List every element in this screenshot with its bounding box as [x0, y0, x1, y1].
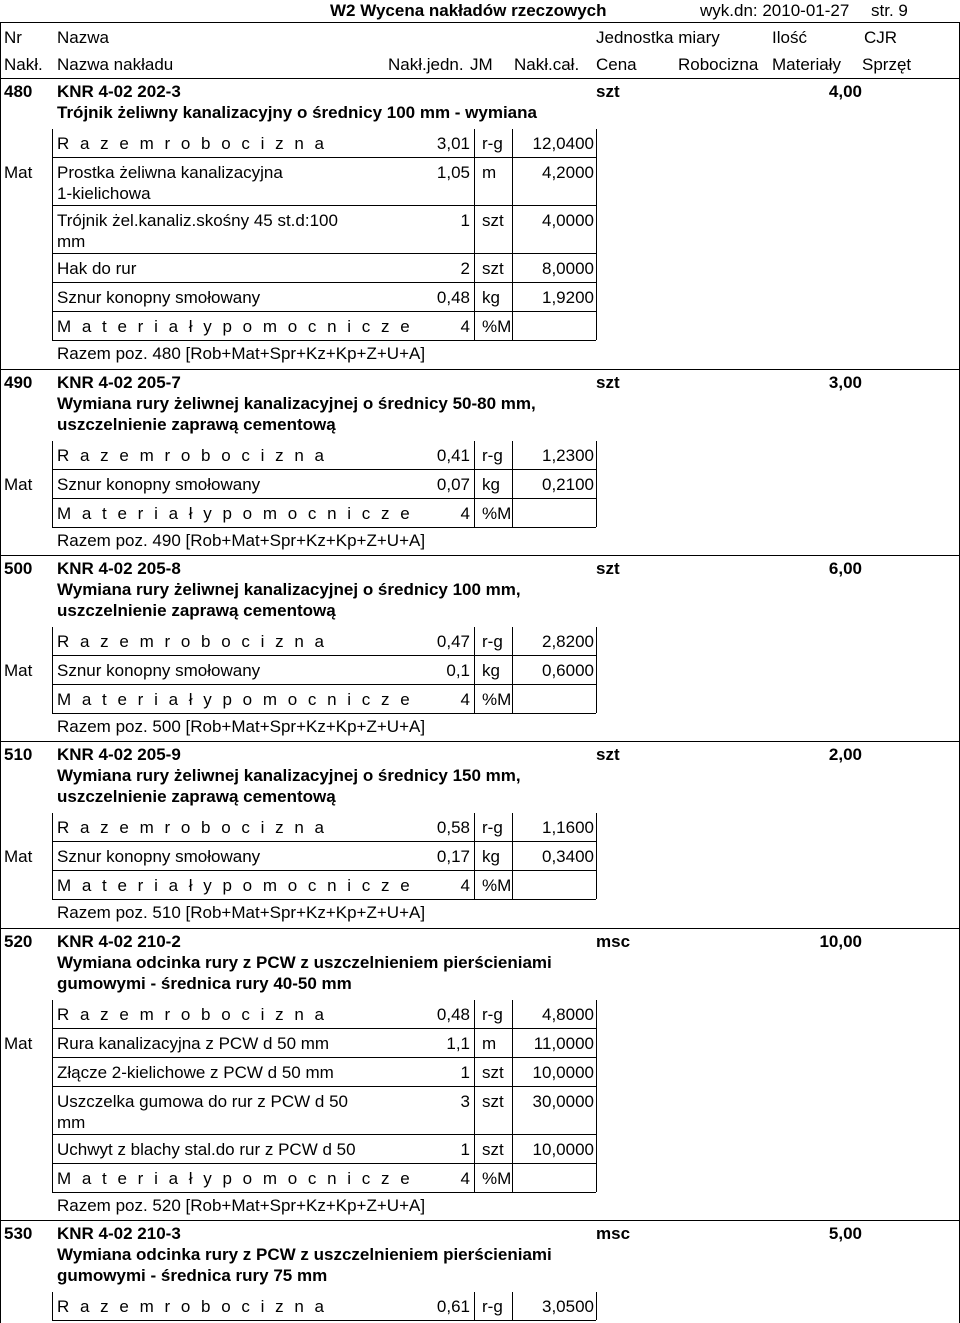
resource-column-rule: [512, 129, 513, 340]
material-row-row-rule: [52, 253, 596, 254]
col-header-unit: Jednostka miary: [596, 28, 720, 47]
material-row-row-rule: [52, 1086, 596, 1087]
material-row-label: Sznur konopny smołowany: [57, 475, 261, 494]
position-code: KNR 4-02 205-7: [57, 373, 181, 392]
position-description-line: gumowymi - średnica rury 75 mm: [57, 1266, 328, 1285]
position-quantity: 2,00: [828, 745, 862, 764]
position-total: Razem poz. 520 [Rob+Mat+Spr+Kz+Kp+Z+U+A]: [57, 1196, 426, 1215]
material-row-label-continued: mm: [57, 1113, 86, 1132]
labor-row-label: R a z e m r o b o c i z n a: [57, 1005, 327, 1024]
material-row-jm: szt: [482, 1092, 504, 1111]
aux-materials-row-jm: %M: [482, 690, 512, 709]
position-unit: szt: [596, 82, 620, 101]
labor-row-row-rule: [52, 469, 596, 470]
position-separator: [0, 1220, 960, 1221]
col-header-jm: JM: [470, 55, 493, 74]
material-row-unit-rate: 0,1: [446, 661, 470, 680]
position-number: 500: [4, 559, 33, 578]
position-unit: szt: [596, 559, 620, 578]
labor-row-total-rate: 4,8000: [542, 1005, 594, 1024]
labor-row-label: R a z e m r o b o c i z n a: [57, 818, 327, 837]
material-row-total-rate: 30,0000: [532, 1092, 594, 1111]
resource-column-rule: [52, 441, 53, 527]
position-description-line: uszczelnienie zaprawą cementową: [57, 787, 336, 806]
labor-row-unit-rate: 0,48: [436, 1005, 470, 1024]
mat-label: Mat: [4, 661, 33, 680]
resource-column-rule: [52, 627, 53, 713]
resource-column-rule: [52, 1292, 53, 1320]
aux-materials-row-row-rule: [52, 340, 596, 341]
material-row-total-rate: 0,6000: [542, 661, 594, 680]
material-row-jm: kg: [482, 475, 500, 494]
material-row-total-rate: 10,0000: [532, 1063, 594, 1082]
position-description-line: Wymiana odcinka rury z PCW z uszczelnieniem pierścieniami: [57, 953, 552, 972]
col-header-unit-rate: Nakł.jedn.: [388, 55, 464, 74]
material-row-jm: m: [482, 1034, 497, 1053]
col-header-cjr: CJR: [864, 28, 898, 47]
position-number: 480: [4, 82, 33, 101]
material-row-unit-rate: 1: [460, 1140, 470, 1159]
material-row-jm: szt: [482, 259, 504, 278]
position-code: KNR 4-02 205-8: [57, 559, 181, 578]
labor-row-row-rule: [52, 655, 596, 656]
col-header-resource: Nazwa nakładu: [57, 55, 174, 74]
labor-row-total-rate: 3,0500: [542, 1297, 594, 1316]
aux-materials-row-label: M a t e r i a ł y p o m o c n i c z e: [57, 317, 413, 336]
resource-column-rule: [596, 1000, 597, 1192]
material-row-unit-rate: 0,07: [436, 475, 470, 494]
material-row-label: Złącze 2-kielichowe z PCW d 50 mm: [57, 1063, 334, 1082]
position-description-line: Trójnik żeliwny kanalizacyjny o średnicy 100 mm - wymiana: [57, 103, 537, 122]
resource-column-rule: [52, 813, 53, 899]
resource-column-rule: [474, 1292, 475, 1320]
resource-column-rule: [474, 1000, 475, 1192]
labor-row-unit-rate: 0,41: [436, 446, 470, 465]
labor-row-row-rule: [52, 1320, 596, 1321]
labor-row-row-rule: [52, 157, 596, 158]
position-unit: msc: [596, 932, 631, 951]
position-total: Razem poz. 490 [Rob+Mat+Spr+Kz+Kp+Z+U+A]: [57, 531, 426, 550]
material-row-unit-rate: 2: [460, 259, 470, 278]
material-row-total-rate: 4,2000: [542, 163, 594, 182]
aux-materials-row-label: M a t e r i a ł y p o m o c n i c z e: [57, 876, 413, 895]
material-row-unit-rate: 1: [460, 1063, 470, 1082]
position-number: 510: [4, 745, 33, 764]
position-code: KNR 4-02 210-2: [57, 932, 181, 951]
col-header-materials: Materiały: [772, 55, 841, 74]
material-row-label: Sznur konopny smołowany: [57, 847, 261, 866]
resource-column-rule: [474, 129, 475, 340]
material-row-total-rate: 10,0000: [532, 1140, 594, 1159]
labor-row-total-rate: 2,8200: [542, 632, 594, 651]
material-row-unit-rate: 0,17: [436, 847, 470, 866]
position-quantity: 10,00: [819, 932, 862, 951]
position-description-line: uszczelnienie zaprawą cementową: [57, 415, 336, 434]
aux-materials-row-unit-rate: 4: [460, 876, 470, 895]
labor-row-total-rate: 12,0400: [532, 134, 594, 153]
position-description-line: Wymiana rury żeliwnej kanalizacyjnej o średnicy 50-80 mm,: [57, 394, 536, 413]
labor-row-jm: r-g: [482, 446, 503, 465]
material-row-row-rule: [52, 870, 596, 871]
mat-label: Mat: [4, 847, 33, 866]
material-row-jm: kg: [482, 661, 500, 680]
material-row-row-rule: [52, 311, 596, 312]
aux-materials-row-unit-rate: 4: [460, 504, 470, 523]
labor-row-total-rate: 1,2300: [542, 446, 594, 465]
material-row-unit-rate: 0,48: [436, 288, 470, 307]
position-description-line: gumowymi - średnica rury 40-50 mm: [57, 974, 352, 993]
document-date: wyk.dn: 2010-01-27: [700, 1, 850, 20]
material-row-label: Uchwyt z blachy stal.do rur z PCW d 50: [57, 1140, 356, 1159]
aux-materials-row-unit-rate: 4: [460, 690, 470, 709]
material-row-label-continued: 1-kielichowa: [57, 184, 151, 203]
material-row-label: Hak do rur: [57, 259, 137, 278]
material-row-total-rate: 0,3400: [542, 847, 594, 866]
position-description-line: Wymiana rury żeliwnej kanalizacyjnej o średnicy 100 mm,: [57, 580, 521, 599]
resource-column-rule: [512, 441, 513, 527]
material-row-row-rule: [52, 684, 596, 685]
labor-row-unit-rate: 3,01: [436, 134, 470, 153]
col-header-equipment: Sprzęt: [862, 55, 912, 74]
material-row-jm: szt: [482, 211, 504, 230]
aux-materials-row-row-rule: [52, 899, 596, 900]
labor-row-jm: r-g: [482, 134, 503, 153]
position-code: KNR 4-02 202-3: [57, 82, 181, 101]
material-row-label: Sznur konopny smołowany: [57, 288, 261, 307]
material-row-row-rule: [52, 282, 596, 283]
position-separator: [0, 741, 960, 742]
aux-materials-row-label: M a t e r i a ł y p o m o c n i c z e: [57, 1169, 413, 1188]
labor-row-label: R a z e m r o b o c i z n a: [57, 632, 327, 651]
labor-row-row-rule: [52, 1028, 596, 1029]
labor-row-label: R a z e m r o b o c i z n a: [57, 134, 327, 153]
material-row-total-rate: 1,9200: [542, 288, 594, 307]
resource-column-rule: [52, 1000, 53, 1192]
position-quantity: 6,00: [828, 559, 862, 578]
aux-materials-row-row-rule: [52, 527, 596, 528]
position-total: Razem poz. 500 [Rob+Mat+Spr+Kz+Kp+Z+U+A]: [57, 717, 426, 736]
labor-row-row-rule: [52, 841, 596, 842]
material-row-total-rate: 4,0000: [542, 211, 594, 230]
resource-column-rule: [474, 813, 475, 899]
col-header-qty: Ilość: [772, 28, 807, 47]
resource-column-rule: [596, 627, 597, 713]
position-description-line: Wymiana rury żeliwnej kanalizacyjnej o średnicy 150 mm,: [57, 766, 521, 785]
resource-column-rule: [596, 1292, 597, 1320]
labor-row-unit-rate: 0,47: [436, 632, 470, 651]
aux-materials-row-unit-rate: 4: [460, 1169, 470, 1188]
position-total: Razem poz. 510 [Rob+Mat+Spr+Kz+Kp+Z+U+A]: [57, 903, 426, 922]
col-header-nr: Nr: [4, 28, 22, 47]
aux-materials-row-label: M a t e r i a ł y p o m o c n i c z e: [57, 690, 413, 709]
material-row-label: Uszczelka gumowa do rur z PCW d 50: [57, 1092, 348, 1111]
labor-row-total-rate: 1,1600: [542, 818, 594, 837]
labor-row-jm: r-g: [482, 1005, 503, 1024]
position-separator: [0, 78, 960, 79]
material-row-row-rule: [52, 1163, 596, 1164]
col-header-name: Nazwa: [57, 28, 109, 47]
header-top-rule: [0, 22, 960, 23]
aux-materials-row-jm: %M: [482, 504, 512, 523]
aux-materials-row-label: M a t e r i a ł y p o m o c n i c z e: [57, 504, 413, 523]
labor-row-label: R a z e m r o b o c i z n a: [57, 446, 327, 465]
position-unit: szt: [596, 373, 620, 392]
resource-column-rule: [596, 441, 597, 527]
resource-column-rule: [474, 627, 475, 713]
position-number: 530: [4, 1224, 33, 1243]
material-row-row-rule: [52, 498, 596, 499]
col-header-nakl: Nakł.: [4, 55, 43, 74]
position-separator: [0, 928, 960, 929]
document-title: W2 Wycena nakładów rzeczowych: [330, 1, 607, 20]
position-number: 490: [4, 373, 33, 392]
mat-label: Mat: [4, 475, 33, 494]
material-row-unit-rate: 3: [460, 1092, 470, 1111]
labor-row-jm: r-g: [482, 818, 503, 837]
material-row-label: Prostka żeliwna kanalizacyjna: [57, 163, 283, 182]
page-number: str. 9: [871, 1, 908, 20]
resource-column-rule: [512, 627, 513, 713]
aux-materials-row-unit-rate: 4: [460, 317, 470, 336]
position-description-line: uszczelnienie zaprawą cementową: [57, 601, 336, 620]
labor-row-jm: r-g: [482, 632, 503, 651]
mat-label: Mat: [4, 163, 33, 182]
material-row-label: Trójnik żel.kanaliz.skośny 45 st.d:100: [57, 211, 338, 230]
material-row-row-rule: [52, 205, 596, 206]
material-row-jm: m: [482, 163, 497, 182]
col-header-price: Cena: [596, 55, 637, 74]
material-row-jm: szt: [482, 1063, 504, 1082]
material-row-label: Rura kanalizacyjna z PCW d 50 mm: [57, 1034, 330, 1053]
labor-row-jm: r-g: [482, 1297, 503, 1316]
aux-materials-row-row-rule: [52, 713, 596, 714]
mat-label: Mat: [4, 1034, 33, 1053]
material-row-unit-rate: 1,1: [446, 1034, 470, 1053]
labor-row-unit-rate: 0,58: [436, 818, 470, 837]
aux-materials-row-jm: %M: [482, 1169, 512, 1188]
resource-column-rule: [512, 1292, 513, 1320]
material-row-total-rate: 11,0000: [533, 1034, 594, 1053]
position-total: Razem poz. 480 [Rob+Mat+Spr+Kz+Kp+Z+U+A]: [57, 344, 426, 363]
position-description-line: Wymiana odcinka rury z PCW z uszczelnieniem pierścieniami: [57, 1245, 552, 1264]
aux-materials-row-row-rule: [52, 1192, 596, 1193]
col-header-total-rate: Nakł.cał.: [514, 55, 580, 74]
material-row-unit-rate: 1,05: [436, 163, 470, 182]
position-unit: szt: [596, 745, 620, 764]
material-row-jm: kg: [482, 847, 500, 866]
material-row-row-rule: [52, 1134, 596, 1135]
left-border: [0, 22, 1, 1323]
resource-column-rule: [512, 1000, 513, 1192]
material-row-label-continued: mm: [57, 232, 86, 251]
position-code: KNR 4-02 210-3: [57, 1224, 181, 1243]
aux-materials-row-jm: %M: [482, 317, 512, 336]
position-unit: msc: [596, 1224, 631, 1243]
resource-column-rule: [52, 129, 53, 340]
aux-materials-row-jm: %M: [482, 876, 512, 895]
material-row-jm: szt: [482, 1140, 504, 1159]
resource-column-rule: [596, 129, 597, 340]
col-header-labor: Robocizna: [678, 55, 759, 74]
resource-column-rule: [596, 813, 597, 899]
material-row-row-rule: [52, 1057, 596, 1058]
position-separator: [0, 555, 960, 556]
position-number: 520: [4, 932, 33, 951]
position-code: KNR 4-02 205-9: [57, 745, 181, 764]
material-row-label: Sznur konopny smołowany: [57, 661, 261, 680]
material-row-total-rate: 8,0000: [542, 259, 594, 278]
material-row-unit-rate: 1: [460, 211, 470, 230]
position-quantity: 5,00: [828, 1224, 862, 1243]
position-separator: [0, 369, 960, 370]
material-row-total-rate: 0,2100: [542, 475, 594, 494]
material-row-jm: kg: [482, 288, 500, 307]
labor-row-label: R a z e m r o b o c i z n a: [57, 1297, 327, 1316]
position-quantity: 3,00: [828, 373, 862, 392]
labor-row-unit-rate: 0,61: [436, 1297, 470, 1316]
resource-column-rule: [474, 441, 475, 527]
position-quantity: 4,00: [828, 82, 862, 101]
resource-column-rule: [512, 813, 513, 899]
